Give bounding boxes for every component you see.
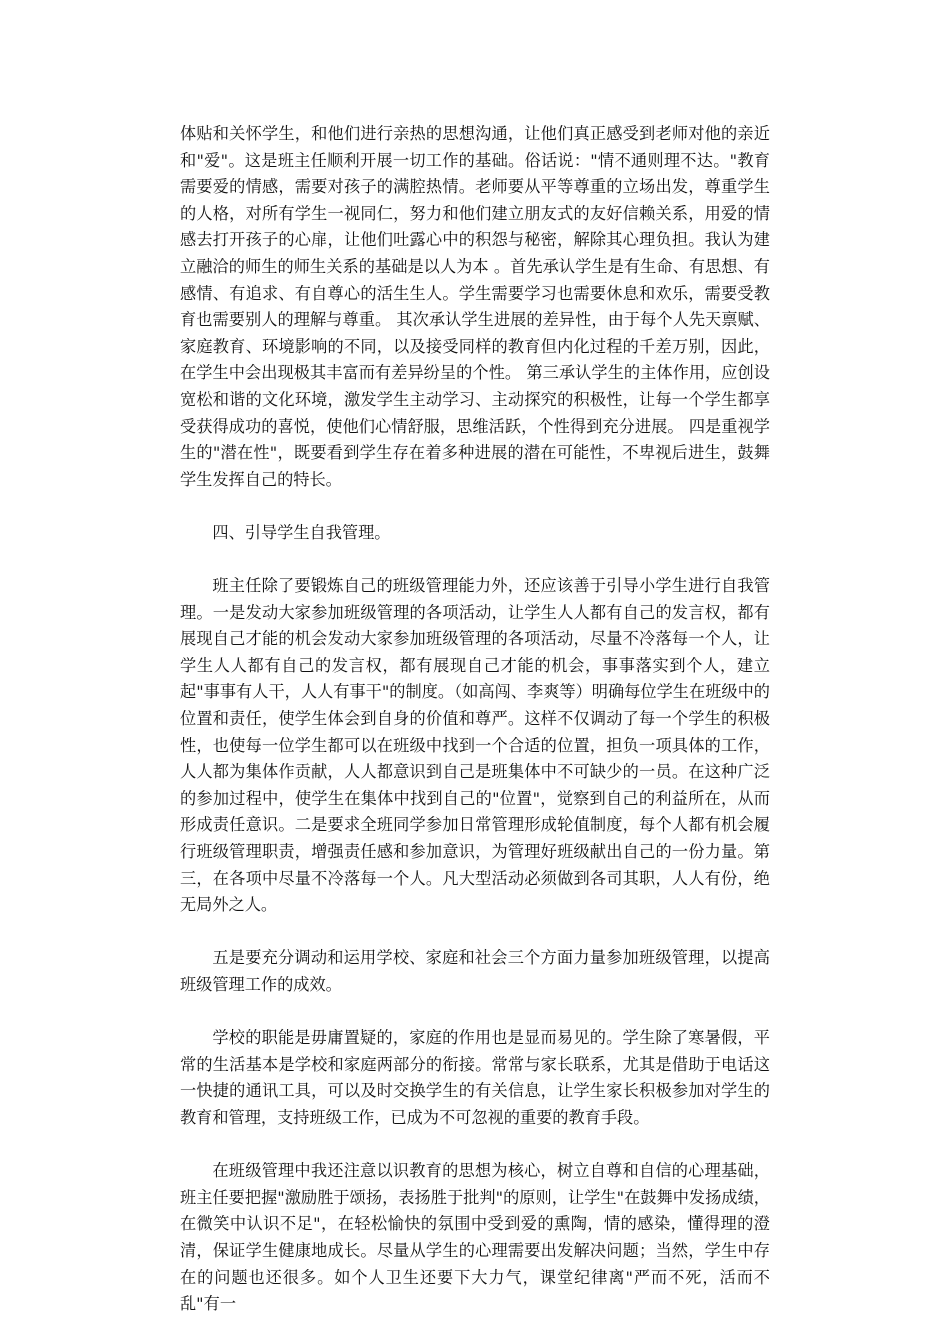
paragraph-self-management: 班主任除了要锻炼自己的班级管理能力外，还应该善于引导小学生进行自我管理。一是发动大家参加班级管理的各项活动，让学生人人都有自己的发言权，都有展现自己才能的机会发动大家参加班级管理的各项活动，尽量不冷落每一个人，让学生人人都有自己的发言权，都有展现自己才能的机会，事事落实到个人，建立起"事事有人干，人人有事干"的制度。（如高闯、李爽等）明确每位学生在班级中的位置和责任，使学生体会到自身的价值和尊严。这样不仅调动了每一个学生的积极性，也使每一位学生都可以在班级中找到一个合适的位置，担负一项具体的工作，人人都为集体作贡献，人人都意识到自己是班集体中不可缺少的一员。在这种广泛的参加过程中，使学生在集体中找到自己的"位置"，觉察到自己的利益所在，从而形成责任意识。二是要求全班同学参加日常管理形成轮值制度，每个人都有机会履行班级管理职责，增强责任感和参加意识，为管理好班级献出自己的一份力量。第三，在各项中尽量不冷落每一个人。凡大型活动必须做到各司其职，人人有份，绝无局外之人。 <box>180 576 770 915</box>
paragraph-class-management: 在班级管理中我还注意以识教育的思想为核心，树立自尊和自信的心理基础，班主任要把握"激励胜于颂扬，表扬胜于批判"的原则，让学生"在鼓舞中发扬成绩，在微笑中认识不足"，在轻松愉快的氛围中受到爱的熏陶，情的感染，懂得理的澄清，保证学生健康地成长。尽量从学生的心理需要出发解决问题；当然，学生中存在的问题也还很多。如个人卫生还要下大力气，课堂纪律离"严而不死，活而不乱"有一 <box>180 1161 770 1314</box>
section-heading-4: 四、引导学生自我管理。 <box>212 522 391 542</box>
document-page <box>180 121 770 1344</box>
paragraph-continuation: 体贴和关怀学生，和他们进行亲热的思想沟通，让他们真正感受到老师对他的亲近和"爱"。这是班主任顺利开展一切工作的基础。俗话说："情不通则理不达。"教育需要爱的情感，需要对孩子的满腔热情。老师要从平等尊重的立场出发，尊重学生的人格，对所有学生一视同仁，努力和他们建立朋友式的友好信赖关系，用爱的情感去打开孩子的心扉，让他们吐露心中的积怨与秘密，解除其心理负担。我认为建立融洽的师生的师生关系的基础是以人为本 。首先承认学生是有生命、有思想、有感情、有追求、有自尊心的活生生人。学生需要学习也需要休息和欢乐，需要受教育也需要别人的理解与尊重。 其次承认学生进展的差异性，由于每个人先天禀赋、家庭教育、环境影响的不同，以及接受同样的教育但内化过程的千差万别，因此，在学生中会出现极其丰富而有差异纷呈的个性。 第三承认学生的主体作用，应创设宽松和谐的文化环境，激发学生主动学习、主动探究的积极性，让每一个学生都享受获得成功的喜悦，使他们心情舒服，思维活跃，个性得到充分进展。 四是重视学生的"潜在性"，既要看到学生存在着多种进展的潜在可能性，不卑视后进生，鼓舞学生发挥自己的特长。 <box>180 124 770 489</box>
section-heading-5: 五是要充分调动和运用学校、家庭和社会三个方面力量参加班级管理，以提高班级管理工作的成效。 <box>180 948 770 994</box>
paragraph-school-family: 学校的职能是毋庸置疑的，家庭的作用也是显而易见的。学生除了寒暑假，平常的生活基本是学校和家庭两部分的衔接。常常与家长联系，尤其是借助于电话这一快捷的通讯工具，可以及时交换学生的有关信息，让学生家长积极参加对学生的教育和管理，支持班级工作，已成为不可忽视的重要的教育手段。 <box>180 1028 770 1127</box>
